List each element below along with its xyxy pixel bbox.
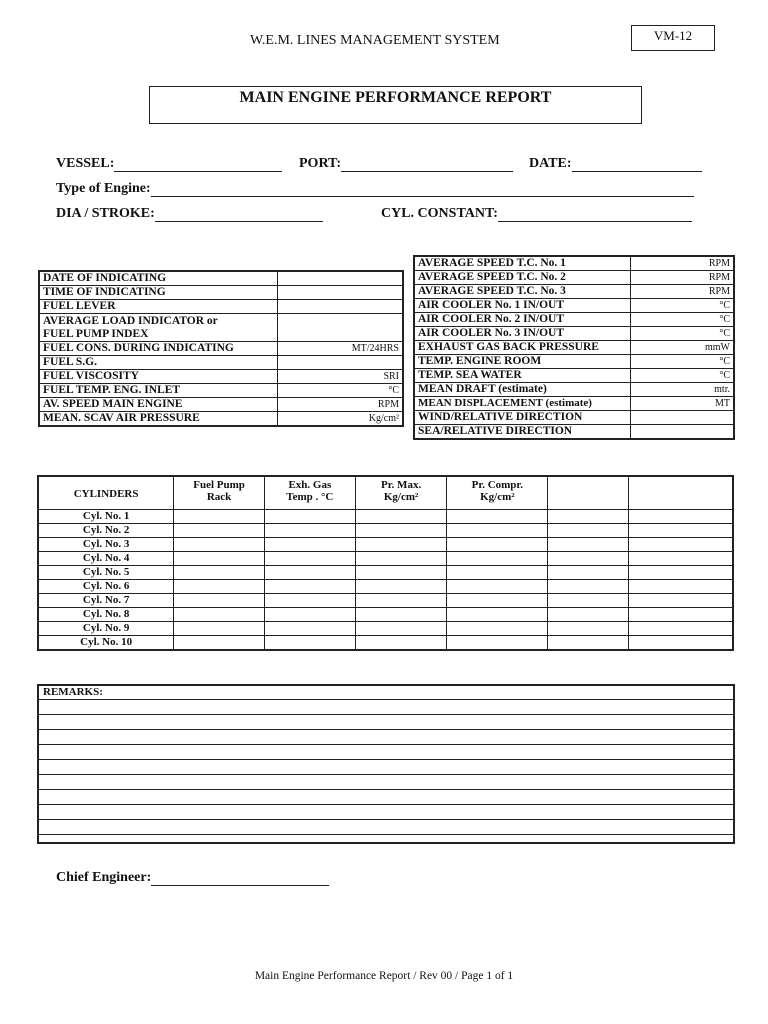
col-header-exh-gas-temp bbox=[264, 476, 355, 510]
engine-type-line[interactable] bbox=[151, 182, 694, 197]
reading-cell[interactable] bbox=[264, 636, 355, 651]
chief-engineer-line[interactable] bbox=[151, 871, 329, 886]
reading-cell[interactable] bbox=[264, 538, 355, 552]
reading-cell[interactable] bbox=[548, 538, 629, 552]
reading-cell[interactable] bbox=[355, 580, 447, 594]
row-label: TEMP. ENGINE ROOM bbox=[414, 355, 631, 369]
reading-cell[interactable] bbox=[355, 636, 447, 651]
reading-cell[interactable] bbox=[548, 524, 629, 538]
col-header-pr-compr bbox=[447, 476, 548, 510]
table-row bbox=[414, 327, 734, 341]
col-header-blank-2 bbox=[628, 476, 733, 510]
col-header-cylinders bbox=[38, 476, 174, 510]
reading-cell[interactable] bbox=[264, 622, 355, 636]
table-row bbox=[39, 370, 403, 384]
dia-stroke-field[interactable] bbox=[56, 206, 323, 222]
row-value-cell[interactable]: °C bbox=[631, 355, 735, 369]
table-row bbox=[39, 356, 403, 370]
reading-cell[interactable] bbox=[447, 594, 548, 608]
table-row bbox=[414, 285, 734, 299]
reading-cell[interactable] bbox=[447, 636, 548, 651]
row-label: SEA/RELATIVE DIRECTION bbox=[414, 425, 631, 440]
reading-cell[interactable] bbox=[548, 510, 629, 524]
table-row bbox=[414, 397, 734, 411]
row-label: FUEL CONS. DURING INDICATING bbox=[39, 342, 278, 356]
reading-cell[interactable] bbox=[447, 524, 548, 538]
reading-cell[interactable] bbox=[264, 580, 355, 594]
engine-conditions-table bbox=[413, 255, 735, 440]
row-value-cell[interactable]: Kg/cm² bbox=[278, 412, 404, 427]
reading-cell[interactable] bbox=[174, 580, 265, 594]
reading-cell[interactable] bbox=[628, 524, 733, 538]
cylinder-label: Cyl. No. 5 bbox=[38, 566, 174, 580]
reading-cell[interactable] bbox=[264, 524, 355, 538]
row-value-cell[interactable] bbox=[278, 300, 404, 314]
remarks-line[interactable] bbox=[39, 805, 733, 820]
row-value-cell[interactable]: °C bbox=[631, 327, 735, 341]
port-label: PORT: bbox=[299, 156, 342, 171]
reading-cell[interactable] bbox=[628, 510, 733, 524]
table-row bbox=[38, 636, 733, 651]
row-label bbox=[39, 314, 278, 342]
col-header-line2: Kg/cm² bbox=[480, 491, 515, 503]
reading-cell[interactable] bbox=[447, 580, 548, 594]
cylinder-label: Cyl. No. 1 bbox=[38, 510, 174, 524]
remarks-line[interactable] bbox=[39, 820, 733, 835]
table-row bbox=[414, 355, 734, 369]
reading-cell[interactable] bbox=[447, 608, 548, 622]
reading-cell[interactable] bbox=[628, 608, 733, 622]
chief-engineer-label: Chief Engineer: bbox=[56, 870, 152, 885]
reading-cell[interactable] bbox=[548, 552, 629, 566]
reading-cell[interactable] bbox=[628, 538, 733, 552]
cylinder-label: Cyl. No. 8 bbox=[38, 608, 174, 622]
table-row bbox=[38, 538, 733, 552]
row-value-cell[interactable]: RPM bbox=[278, 398, 404, 412]
reading-cell[interactable] bbox=[264, 594, 355, 608]
row-value-cell[interactable]: °C bbox=[631, 299, 735, 313]
reading-cell[interactable] bbox=[174, 538, 265, 552]
remarks-line[interactable] bbox=[39, 700, 733, 715]
table-row bbox=[414, 313, 734, 327]
reading-cell[interactable] bbox=[548, 594, 629, 608]
reading-cell[interactable] bbox=[548, 636, 629, 651]
table-row bbox=[414, 299, 734, 313]
cylinder-readings-table bbox=[37, 475, 734, 651]
row-label: AVERAGE SPEED T.C. No. 1 bbox=[414, 256, 631, 271]
reading-cell[interactable] bbox=[628, 594, 733, 608]
col-header-line1: Pr. Compr. bbox=[471, 479, 524, 491]
col-header-line2: Kg/cm² bbox=[383, 491, 419, 503]
row-label: AIR COOLER No. 1 IN/OUT bbox=[414, 299, 631, 313]
table-row bbox=[414, 271, 734, 285]
indicating-data-table bbox=[38, 270, 404, 427]
reading-cell[interactable] bbox=[355, 594, 447, 608]
cyl-constant-line[interactable] bbox=[498, 207, 692, 222]
col-header-fuel-pump-rack bbox=[174, 476, 265, 510]
row-label: AIR COOLER No. 2 IN/OUT bbox=[414, 313, 631, 327]
row-label: AVERAGE SPEED T.C. No. 2 bbox=[414, 271, 631, 285]
reading-cell[interactable] bbox=[174, 552, 265, 566]
reading-cell[interactable] bbox=[174, 510, 265, 524]
row-label: MEAN DRAFT (estimate) bbox=[414, 383, 631, 397]
cylinder-label: Cyl. No. 7 bbox=[38, 594, 174, 608]
cylinder-label: Cyl. No. 3 bbox=[38, 538, 174, 552]
table-row bbox=[39, 342, 403, 356]
reading-cell[interactable] bbox=[447, 538, 548, 552]
row-label: MEAN DISPLACEMENT (estimate) bbox=[414, 397, 631, 411]
reading-cell[interactable] bbox=[628, 552, 733, 566]
reading-cell[interactable] bbox=[355, 524, 447, 538]
row-label: AV. SPEED MAIN ENGINE bbox=[39, 398, 278, 412]
row-label: EXHAUST GAS BACK PRESSURE bbox=[414, 341, 631, 355]
table-row bbox=[414, 411, 734, 425]
remarks-label: REMARKS: bbox=[39, 686, 733, 700]
organization-name: W.E.M. LINES MANAGEMENT SYSTEM bbox=[250, 33, 500, 48]
row-label: FUEL S.G. bbox=[39, 356, 278, 370]
row-value-cell[interactable]: mmW bbox=[631, 341, 735, 355]
col-header-line1: Fuel Pump bbox=[193, 479, 245, 491]
reading-cell[interactable] bbox=[264, 608, 355, 622]
vessel-field[interactable] bbox=[56, 156, 282, 172]
table-row bbox=[414, 369, 734, 383]
port-line[interactable] bbox=[341, 157, 513, 172]
row-value-cell[interactable]: mtr. bbox=[631, 383, 735, 397]
remarks-line[interactable] bbox=[39, 790, 733, 805]
row-value-cell[interactable]: °C bbox=[278, 384, 404, 398]
row-label: WIND/RELATIVE DIRECTION bbox=[414, 411, 631, 425]
table-row bbox=[414, 425, 734, 440]
date-field[interactable] bbox=[529, 156, 702, 172]
port-field[interactable] bbox=[299, 156, 513, 172]
table-row bbox=[38, 580, 733, 594]
row-label: TIME OF INDICATING bbox=[39, 286, 278, 300]
row-value-cell[interactable]: SRI bbox=[278, 370, 404, 384]
table-row bbox=[38, 622, 733, 636]
remarks-line[interactable] bbox=[39, 730, 733, 745]
col-header-text: CYLINDERS bbox=[73, 488, 139, 500]
table-row bbox=[38, 566, 733, 580]
reading-cell[interactable] bbox=[447, 510, 548, 524]
row-label: DATE OF INDICATING bbox=[39, 271, 278, 286]
table-row bbox=[38, 510, 733, 524]
remarks-line[interactable] bbox=[39, 775, 733, 790]
col-header-line2: Rack bbox=[206, 491, 232, 503]
remarks-box[interactable] bbox=[37, 684, 735, 844]
report-title: MAIN ENGINE PERFORMANCE REPORT bbox=[149, 86, 642, 124]
row-label: FUEL LEVER bbox=[39, 300, 278, 314]
remarks-line[interactable] bbox=[39, 745, 733, 760]
table-row bbox=[414, 256, 734, 271]
row-label-line2: FUEL PUMP INDEX bbox=[43, 327, 149, 340]
row-value-cell[interactable]: RPM bbox=[631, 271, 735, 285]
row-label: MEAN. SCAV AIR PRESSURE bbox=[39, 412, 278, 427]
row-value-cell[interactable]: RPM bbox=[631, 285, 735, 299]
reading-cell[interactable] bbox=[628, 580, 733, 594]
date-label: DATE: bbox=[529, 156, 572, 171]
page-footer: Main Engine Performance Report / Rev 00 / Page 1 of 1 bbox=[254, 970, 514, 982]
reading-cell[interactable] bbox=[174, 524, 265, 538]
row-value-cell[interactable]: RPM bbox=[631, 256, 735, 271]
row-value-cell[interactable] bbox=[278, 286, 404, 300]
reading-cell[interactable] bbox=[174, 566, 265, 580]
row-label-line1: AVERAGE LOAD INDICATOR or bbox=[43, 314, 218, 327]
reading-cell[interactable] bbox=[355, 552, 447, 566]
dia-stroke-label: DIA / STROKE: bbox=[56, 206, 155, 221]
table-row bbox=[39, 412, 403, 427]
vessel-line[interactable] bbox=[114, 157, 282, 172]
row-value-cell[interactable]: MT/24HRS bbox=[278, 342, 404, 356]
dia-stroke-line[interactable] bbox=[155, 207, 323, 222]
row-value-cell[interactable] bbox=[631, 411, 735, 425]
cylinder-label: Cyl. No. 9 bbox=[38, 622, 174, 636]
row-label: FUEL VISCOSITY bbox=[39, 370, 278, 384]
engine-type-field[interactable] bbox=[56, 181, 694, 197]
reading-cell[interactable] bbox=[264, 510, 355, 524]
table-row bbox=[39, 384, 403, 398]
chief-engineer-field[interactable] bbox=[56, 870, 329, 886]
reading-cell[interactable] bbox=[355, 608, 447, 622]
reading-cell[interactable] bbox=[548, 580, 629, 594]
reading-cell[interactable] bbox=[174, 608, 265, 622]
reading-cell[interactable] bbox=[355, 510, 447, 524]
row-value-cell[interactable] bbox=[278, 356, 404, 370]
cylinder-label: Cyl. No. 2 bbox=[38, 524, 174, 538]
reading-cell[interactable] bbox=[548, 608, 629, 622]
col-header-line2: Temp . °C bbox=[286, 491, 334, 503]
table-row bbox=[38, 594, 733, 608]
reading-cell[interactable] bbox=[628, 622, 733, 636]
row-value-cell[interactable] bbox=[278, 271, 404, 286]
table-row bbox=[39, 314, 403, 342]
table-row bbox=[39, 398, 403, 412]
table-row bbox=[38, 608, 733, 622]
row-value-cell[interactable] bbox=[631, 425, 735, 440]
reading-cell[interactable] bbox=[174, 622, 265, 636]
reading-cell[interactable] bbox=[355, 566, 447, 580]
table-row bbox=[38, 524, 733, 538]
reading-cell[interactable] bbox=[548, 566, 629, 580]
reading-cell[interactable] bbox=[264, 552, 355, 566]
row-value-cell[interactable]: °C bbox=[631, 369, 735, 383]
row-label: AIR COOLER No. 3 IN/OUT bbox=[414, 327, 631, 341]
col-header-line1: Pr. Max. bbox=[380, 479, 422, 491]
cylinder-label: Cyl. No. 4 bbox=[38, 552, 174, 566]
reading-cell[interactable] bbox=[447, 566, 548, 580]
row-value-cell[interactable]: MT bbox=[631, 397, 735, 411]
reading-cell[interactable] bbox=[548, 622, 629, 636]
table-row bbox=[39, 286, 403, 300]
cylinder-label: Cyl. No. 6 bbox=[38, 580, 174, 594]
reading-cell[interactable] bbox=[264, 566, 355, 580]
table-row bbox=[414, 341, 734, 355]
cyl-constant-label: CYL. CONSTANT: bbox=[381, 206, 498, 221]
engine-type-label: Type of Engine: bbox=[56, 181, 151, 196]
row-label: TEMP. SEA WATER bbox=[414, 369, 631, 383]
reading-cell[interactable] bbox=[628, 636, 733, 651]
vessel-label: VESSEL: bbox=[56, 156, 115, 171]
table-row bbox=[414, 383, 734, 397]
reading-cell[interactable] bbox=[174, 594, 265, 608]
col-header-blank-1 bbox=[548, 476, 629, 510]
table-header-row bbox=[38, 476, 733, 510]
row-value-cell[interactable]: °C bbox=[631, 313, 735, 327]
reading-cell[interactable] bbox=[447, 622, 548, 636]
table-row bbox=[39, 300, 403, 314]
remarks-line[interactable] bbox=[39, 760, 733, 775]
form-code-box: VM-12 bbox=[631, 25, 715, 51]
cylinder-label: Cyl. No. 10 bbox=[38, 636, 174, 651]
reading-cell[interactable] bbox=[174, 636, 265, 651]
row-label: AVERAGE SPEED T.C. No. 3 bbox=[414, 285, 631, 299]
date-line[interactable] bbox=[572, 157, 702, 172]
cyl-constant-field[interactable] bbox=[381, 206, 692, 222]
remarks-line[interactable] bbox=[39, 715, 733, 730]
row-label: FUEL TEMP. ENG. INLET bbox=[39, 384, 278, 398]
remarks-line[interactable] bbox=[39, 835, 733, 849]
col-header-line1: Exh. Gas bbox=[288, 479, 332, 491]
row-value-cell[interactable] bbox=[278, 314, 404, 342]
reading-cell[interactable] bbox=[355, 538, 447, 552]
reading-cell[interactable] bbox=[628, 566, 733, 580]
reading-cell[interactable] bbox=[355, 622, 447, 636]
table-row bbox=[38, 552, 733, 566]
reading-cell[interactable] bbox=[447, 552, 548, 566]
col-header-pr-max bbox=[355, 476, 447, 510]
table-row bbox=[39, 271, 403, 286]
